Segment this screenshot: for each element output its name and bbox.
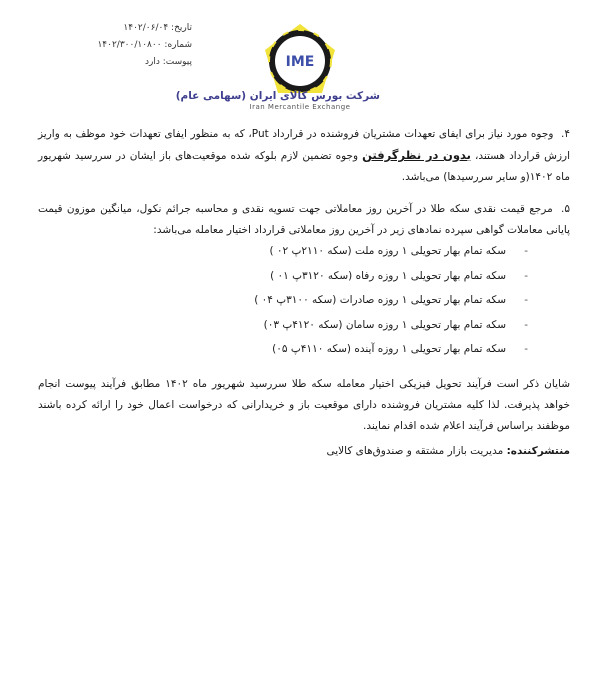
list-bullet: - (524, 245, 528, 257)
list-item-text: سکه تمام بهار تحویلی ۱ روزه صادرات (سکه ۳۱۰۰پ ۰۴ ) (254, 294, 506, 306)
list-item-text: سکه تمام بهار تحویلی ۱ روزه آینده (سکه ۴۱۱۰پ ۰۵) (272, 343, 506, 355)
list-bullet: - (524, 269, 528, 282)
list-item-text: سکه تمام بهار تحویلی ۱ روزه ملت (سکه ۲۱۱۰پ ۰۲ ) (269, 245, 506, 257)
list-item (208, 239, 528, 264)
attachment-value: دارد (144, 57, 160, 67)
date-label: تاریخ: (171, 23, 192, 33)
attachment-row (72, 54, 192, 71)
paragraph-5 (38, 199, 570, 241)
paragraph-notice: شایان ذکر است فرآیند تحویل فیزیکی اختیار معامله سکه طلا سررسید شهریور ماه ۱۴۰۲ مطابق فرآیند پیوست انجام خواهد پذیرفت. لذا کلیه مشتریان فروشنده دارای موقعیت باز و خریدارانی که درخواست اعمال خود را ارائه کرده باشند موظفند براساس فرآیند اعلام شده اقدام نمایند. (38, 378, 570, 432)
company-name-fa: شرکت بورس کالای ایران (سهامی عام) (175, 90, 380, 102)
publisher-value: مدیریت بازار مشتقه و صندوق‌های کالایی (326, 445, 504, 457)
ime-logo-icon (262, 22, 338, 98)
paragraph-4-part1: وجوه مورد نیاز برای ایفای تعهدات مشتریان فروشنده در قرارداد Put، که به منظور ایفای تعهدات خود موظف به واریز ارزش قرارداد هستند، (38, 128, 571, 162)
publisher (326, 445, 570, 457)
attachment-label: پیوست: (162, 57, 192, 67)
list-item (208, 288, 528, 313)
list-item-text: سکه تمام بهار تحویلی ۱ روزه سامان (سکه ۴۱۲۰پ ۰۳) (263, 318, 506, 331)
number-label: شماره: (164, 40, 192, 50)
letter-meta (72, 20, 192, 71)
date-value: ۱۴۰۲/۰۶/۰۴ (123, 23, 169, 33)
number-value: ۱۴۰۲/۳۰۰/۱۰۸۰۰ (97, 40, 162, 50)
paragraph-4-number: ۴. (561, 128, 570, 140)
paragraph-4-emphasis: بدون در نظرگرفتن (362, 148, 471, 162)
company-name (175, 90, 380, 111)
paragraph-4 (38, 124, 570, 188)
list-item (208, 264, 528, 289)
list-bullet: - (524, 294, 528, 306)
list-bullet: - (524, 343, 528, 355)
list-bullet: - (524, 318, 528, 331)
list-item (208, 313, 528, 338)
list-item-text: سکه تمام بهار تحویلی ۱ روزه رفاه (سکه ۳۱۲۰پ ۰۱ ) (270, 269, 506, 282)
paragraph-5-number: ۵. (561, 203, 570, 215)
number-row (72, 37, 192, 54)
paragraph-4-part2: وجوه تضمین لازم بلوکه شده موقعیت‌های باز ایشان در سررسید شهریور ماه ۱۴۰۲(و سایر سررسیدها) می‌باشد. (38, 150, 570, 183)
logo-mark-text: IME (285, 54, 315, 70)
date-row (72, 20, 192, 37)
company-name-en: Iran Mercantile Exchange (249, 103, 351, 111)
symbol-list (208, 239, 528, 362)
list-item (208, 337, 528, 362)
publisher-label: منتشرکننده: (506, 445, 570, 457)
paragraph-5-text: مرجع قیمت نقدی سکه طلا در آخرین روز معاملاتی جهت تسویه نقدی و محاسبه جرائم نکول، میانگین موزون قیمت پایانی معاملات گواهی سپرده نمادهای زیر در آخرین روز معاملاتی قرارداد اختیار معامله می‌باشد: (38, 203, 570, 236)
